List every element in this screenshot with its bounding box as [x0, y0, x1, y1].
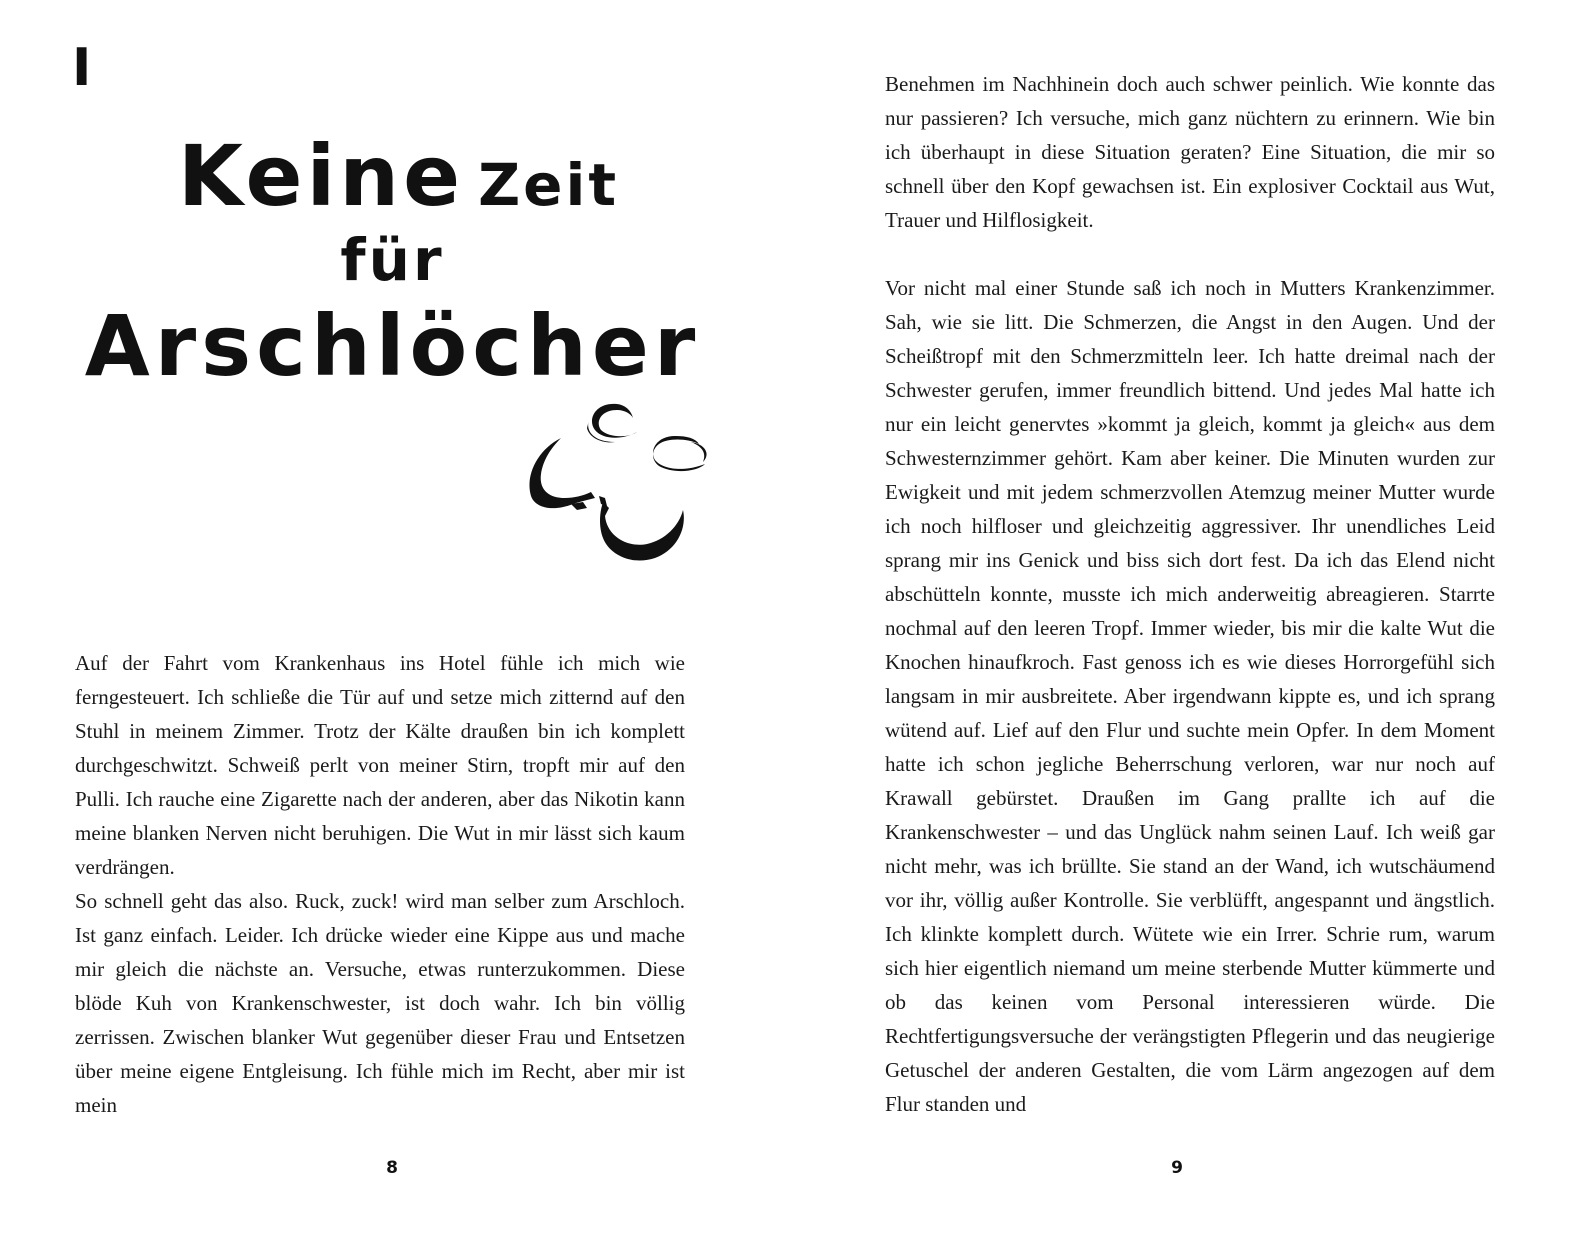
chapter-number: I — [72, 38, 92, 98]
left-page-body — [75, 646, 685, 1122]
title-word-keine: Keine — [177, 127, 465, 225]
right-page — [797, 0, 1594, 1240]
title-line-1 — [0, 128, 797, 224]
paragraph: Benehmen im Nachhinein doch auch schwer peinlich. Wie konnte das nur passieren? Ich versuche, mich ganz nüchtern zu erinnern. Wie bin ich überhaupt in diese Situation geraten? Eine Situation, die mir so schnell über den Kopf gewachsen ist. Ein explosiver Cocktail aus Wut, Trauer und Hilflosigkeit. — [885, 72, 1495, 232]
right-page-body — [885, 67, 1495, 1121]
brush-stroke-ornament-icon — [525, 398, 720, 568]
page-number: 8 — [386, 1158, 398, 1178]
title-word-arschloecher: Arschlöcher — [84, 297, 701, 395]
page-number: 9 — [1171, 1158, 1183, 1178]
paragraph: So schnell geht das also. Ruck, zuck! wird man selber zum Arschloch. Ist ganz einfach. Leider. Ich drücke wieder eine Kippe aus und mache mir gleich die nächste an. Versuche, etwas runterzukommen. Diese blöde Kuh von Krankenschwester, ist doch wahr. Ich bin völlig zerrissen. Zwischen blanker Wut gegenüber dieser Frau und Entsetzen über meine eigene Entgleisung. Ich fühle mich im Recht, aber mir ist mein — [75, 889, 685, 1117]
paragraph: Vor nicht mal einer Stunde saß ich noch in Mutters Krankenzimmer. Sah, wie sie litt. Die Schmerzen, die Angst in den Augen. Und der Scheißtropf mit den Schmerzmitteln leer. Ich hatte dreimal nach der Schwester gerufen, immer freundlich bittend. Und jedes Mal hatte ich nur ein leicht genervtes »kommt ja gleich, kommt ja gleich« aus dem Schwesternzimmer gehört. Kam aber keiner. Die Minuten wurden zur Ewigkeit und mit jedem schmerzvollen Atemzug meiner Mutter wurde ich noch hilfloser und gleichzeitig aggressiver. Ihr unendliches Leid sprang mir ins Genick und biss sich dort fest. Da ich das Elend nicht abschütteln konnte, musste ich mich anderweitig abreagieren. Starrte nochmal auf den leeren Tropf. Immer wieder, bis mir die kalte Wut die Knochen hinaufkroch. Fast genoss ich es wie dieses Horrorgefühl sich langsam in mir ausbreitete. Aber irgendwann kippte es, und ich sprang wütend auf. Lief auf den Flur und suchte mein Opfer. In dem Moment hatte ich schon jegliche Beherrschung verloren, war nur noch auf Krawall gebürstet. Draußen im Gang prallte ich auf die Krankenschwester – und das Unglück nahm seinen Lauf. Ich weiß gar nicht mehr, was ich brüllte. Sie stand an der Wand, ich wutschäumend vor ihr, völlig außer Kontrolle. Sie verblüfft, angespannt und ängstlich. Ich klinkte komplett durch. Wütete wie ein Irrer. Schrie rum, warum sich hier eigentlich niemand um meine sterbende Mutter kümmerte und ob das keinen vom Personal interessieren würde. Die Rechtfertigungsversuche der verängstigten Pflegerin und das neugierige Getuschel der anderen Gestalten, die vom Lärm angezogen auf dem Flur standen und — [885, 276, 1495, 1116]
paragraph: Auf der Fahrt vom Krankenhaus ins Hotel fühle ich mich wie ferngesteuert. Ich schließe die Tür auf und setze mich zitternd auf den Stuhl in meinem Zimmer. Trotz der Kälte draußen bin ich komplett durchgeschwitzt. Schweiß perlt von meiner Stirn, tropft mir auf den Pulli. Ich rauche eine Zigarette nach der anderen, aber das Nikotin kann meine blanken Nerven nicht beruhigen. Die Wut in mir lässt sich kaum verdrängen. — [75, 651, 685, 879]
chapter-title — [0, 128, 797, 396]
title-word-fuer: für — [340, 226, 445, 294]
title-word-zeit: Zeit — [478, 151, 620, 219]
